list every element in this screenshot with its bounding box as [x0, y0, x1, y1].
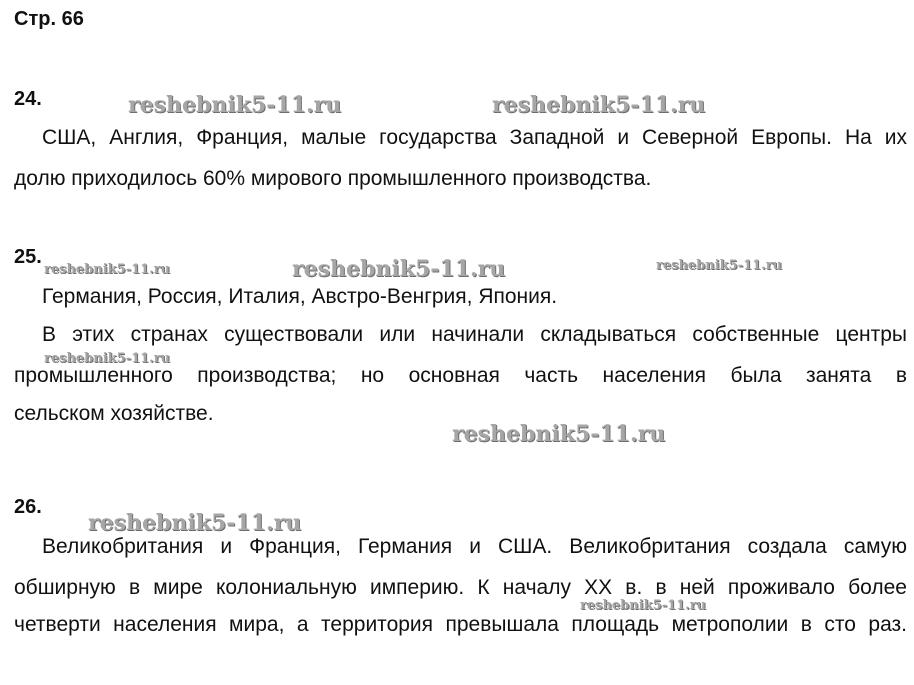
section-number: 26.	[14, 496, 42, 518]
section-text-line: Великобритания и Франция, Германия и США. Великобритания создала самую	[42, 535, 907, 558]
watermark: reshebnik5-11.ru	[492, 92, 706, 118]
section-text-line: сельском хозяйстве.	[14, 402, 214, 425]
section-text-line: В этих странах существовали или начинали складываться собственные центры	[42, 323, 907, 346]
section-text-line: четверти населения мира, а территория превышала площадь метрополии в сто раз.	[14, 613, 907, 636]
section-text-line: США, Англия, Франция, малые государства Западной и Северной Европы. На их	[42, 126, 907, 149]
section-text-line: промышленного производства; но основная часть населения была занята в	[14, 364, 907, 387]
section-number: 25.	[14, 246, 42, 268]
watermark: reshebnik5-11.ru	[292, 256, 506, 282]
watermark: reshebnik5-11.ru	[44, 262, 171, 277]
watermark: reshebnik5-11.ru	[128, 92, 342, 118]
section-text-line: обширную в мире колониальную империю. К началу XX в. в ней проживало более	[14, 576, 907, 599]
section-text-line: долю приходилось 60% мирового промышленного производства.	[14, 167, 652, 190]
watermark: reshebnik5-11.ru	[44, 351, 171, 366]
watermark: reshebnik5-11.ru	[452, 421, 666, 447]
watermark: reshebnik5-11.ru	[580, 598, 707, 613]
watermark: reshebnik5-11.ru	[656, 258, 783, 273]
section-text-line: Германия, Россия, Италия, Австро-Венгрия, Япония.	[42, 285, 558, 308]
watermark: reshebnik5-11.ru	[88, 510, 302, 536]
section-number: 24.	[14, 88, 42, 110]
page-label: Стр. 66	[14, 8, 84, 30]
